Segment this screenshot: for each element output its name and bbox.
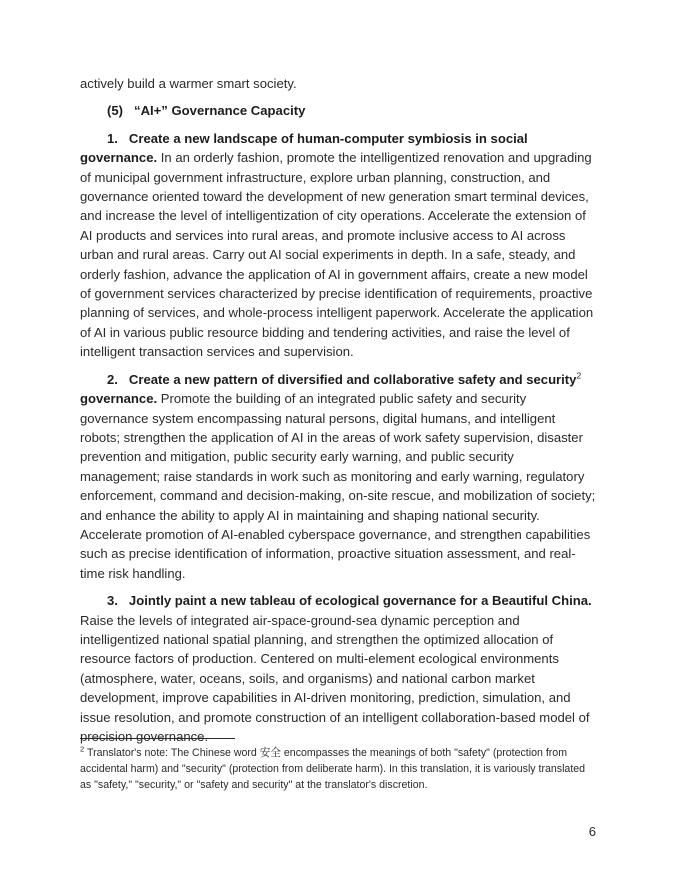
footnote-number: 2 — [80, 744, 85, 754]
section-number: (5) — [107, 103, 124, 119]
item-number-3: 3. — [107, 593, 118, 609]
item-paragraph-3 — [80, 591, 596, 746]
footnote-content — [80, 746, 596, 794]
item-number-2: 2. — [107, 371, 118, 387]
page-content — [80, 74, 596, 754]
item-body-1: In an orderly fashion, promote the intelligentized renovation and upgrading of municipal government infrastructure, explore urban planning, construction, and governance oriented toward the development of new generation smart terminal devices, and increase the level of intelligentization of city operations. Accelerate the extension of AI products and services into rural areas, and promote inclusive access to AI across urban and rural areas. Carry out AI social experiments in depth. In a safe, steady, and orderly fashion, advance the application of AI in government affairs, create a new model of government services characterized by precise identification of requirements, proactive planning of services, and whole-process intelligent paperwork. Accelerate the application of AI in various public resource bidding and tendering activities, and raise the level of intelligent transaction services and supervision. — [80, 150, 594, 360]
item-bold-lead-2a: Create a new pattern of diversified and collaborative safety and security — [128, 371, 577, 387]
footnote-text-before: Translator's note: The Chinese word — [84, 747, 260, 759]
item-bold-lead-2b: governance. — [80, 391, 158, 407]
footnote-reference-marker: 2 — [576, 370, 582, 381]
footnote-chinese-term: 安全 — [259, 747, 281, 759]
item-body-2: Promote the building of an integrated public safety and security governance system encompassing natural persons, digital humans, and intelligent robots; strengthen the application of AI in the areas of work safety supervision, disaster prevention and mitigation, public security early warning, and public security management; raise standards in work such as monitoring and early warning, regulatory enforcement, command and decision-making, on-site rescue, and mobilization of society; and enhance the ability to apply AI in maintaining and shaping national security. Accelerate promotion of AI-enabled cyberspace governance, and strengthen capabilities such as precise identification of information, proactive situation assessment, and real-time risk handling. — [80, 391, 596, 581]
section-heading — [80, 101, 596, 120]
item-paragraph-2 — [80, 370, 596, 583]
item-paragraph-1 — [80, 129, 596, 362]
item-bold-lead-1: Create a new landscape of human-computer symbiosis in social governance. — [80, 130, 528, 166]
footnote-separator-rule — [80, 738, 235, 739]
footnote-section — [80, 738, 596, 794]
item-bold-lead-3: Jointly paint a new tableau of ecological governance for a Beautiful China. — [128, 593, 592, 609]
section-title: “AI+” Governance Capacity — [134, 103, 306, 119]
intro-paragraph: actively build a warmer smart society. — [80, 76, 297, 91]
item-body-3: Raise the levels of integrated air-space-ground-sea dynamic perception and intelligentized national spatial planning, and strengthen the optimized allocation of resource factors of production. Centered on multi-element ecological environments (atmosphere, water, oceans, soils, and organisms) and national carbon market development, improve capabilities in AI-driven monitoring, prediction, simulation, and issue resolution, and promote construction of an intelligent collaboration-based model of precision governance. — [80, 612, 590, 744]
footnote-text-after: encompasses the meanings of both "safety" (protection from accidental harm) and "security" (protection from deliberate harm). In this translation, it is variously translated as "safety," "security," or "safety and security" at the translator's discretion. — [80, 747, 586, 791]
page-number: 6 — [588, 824, 596, 839]
item-number-1: 1. — [107, 130, 118, 146]
